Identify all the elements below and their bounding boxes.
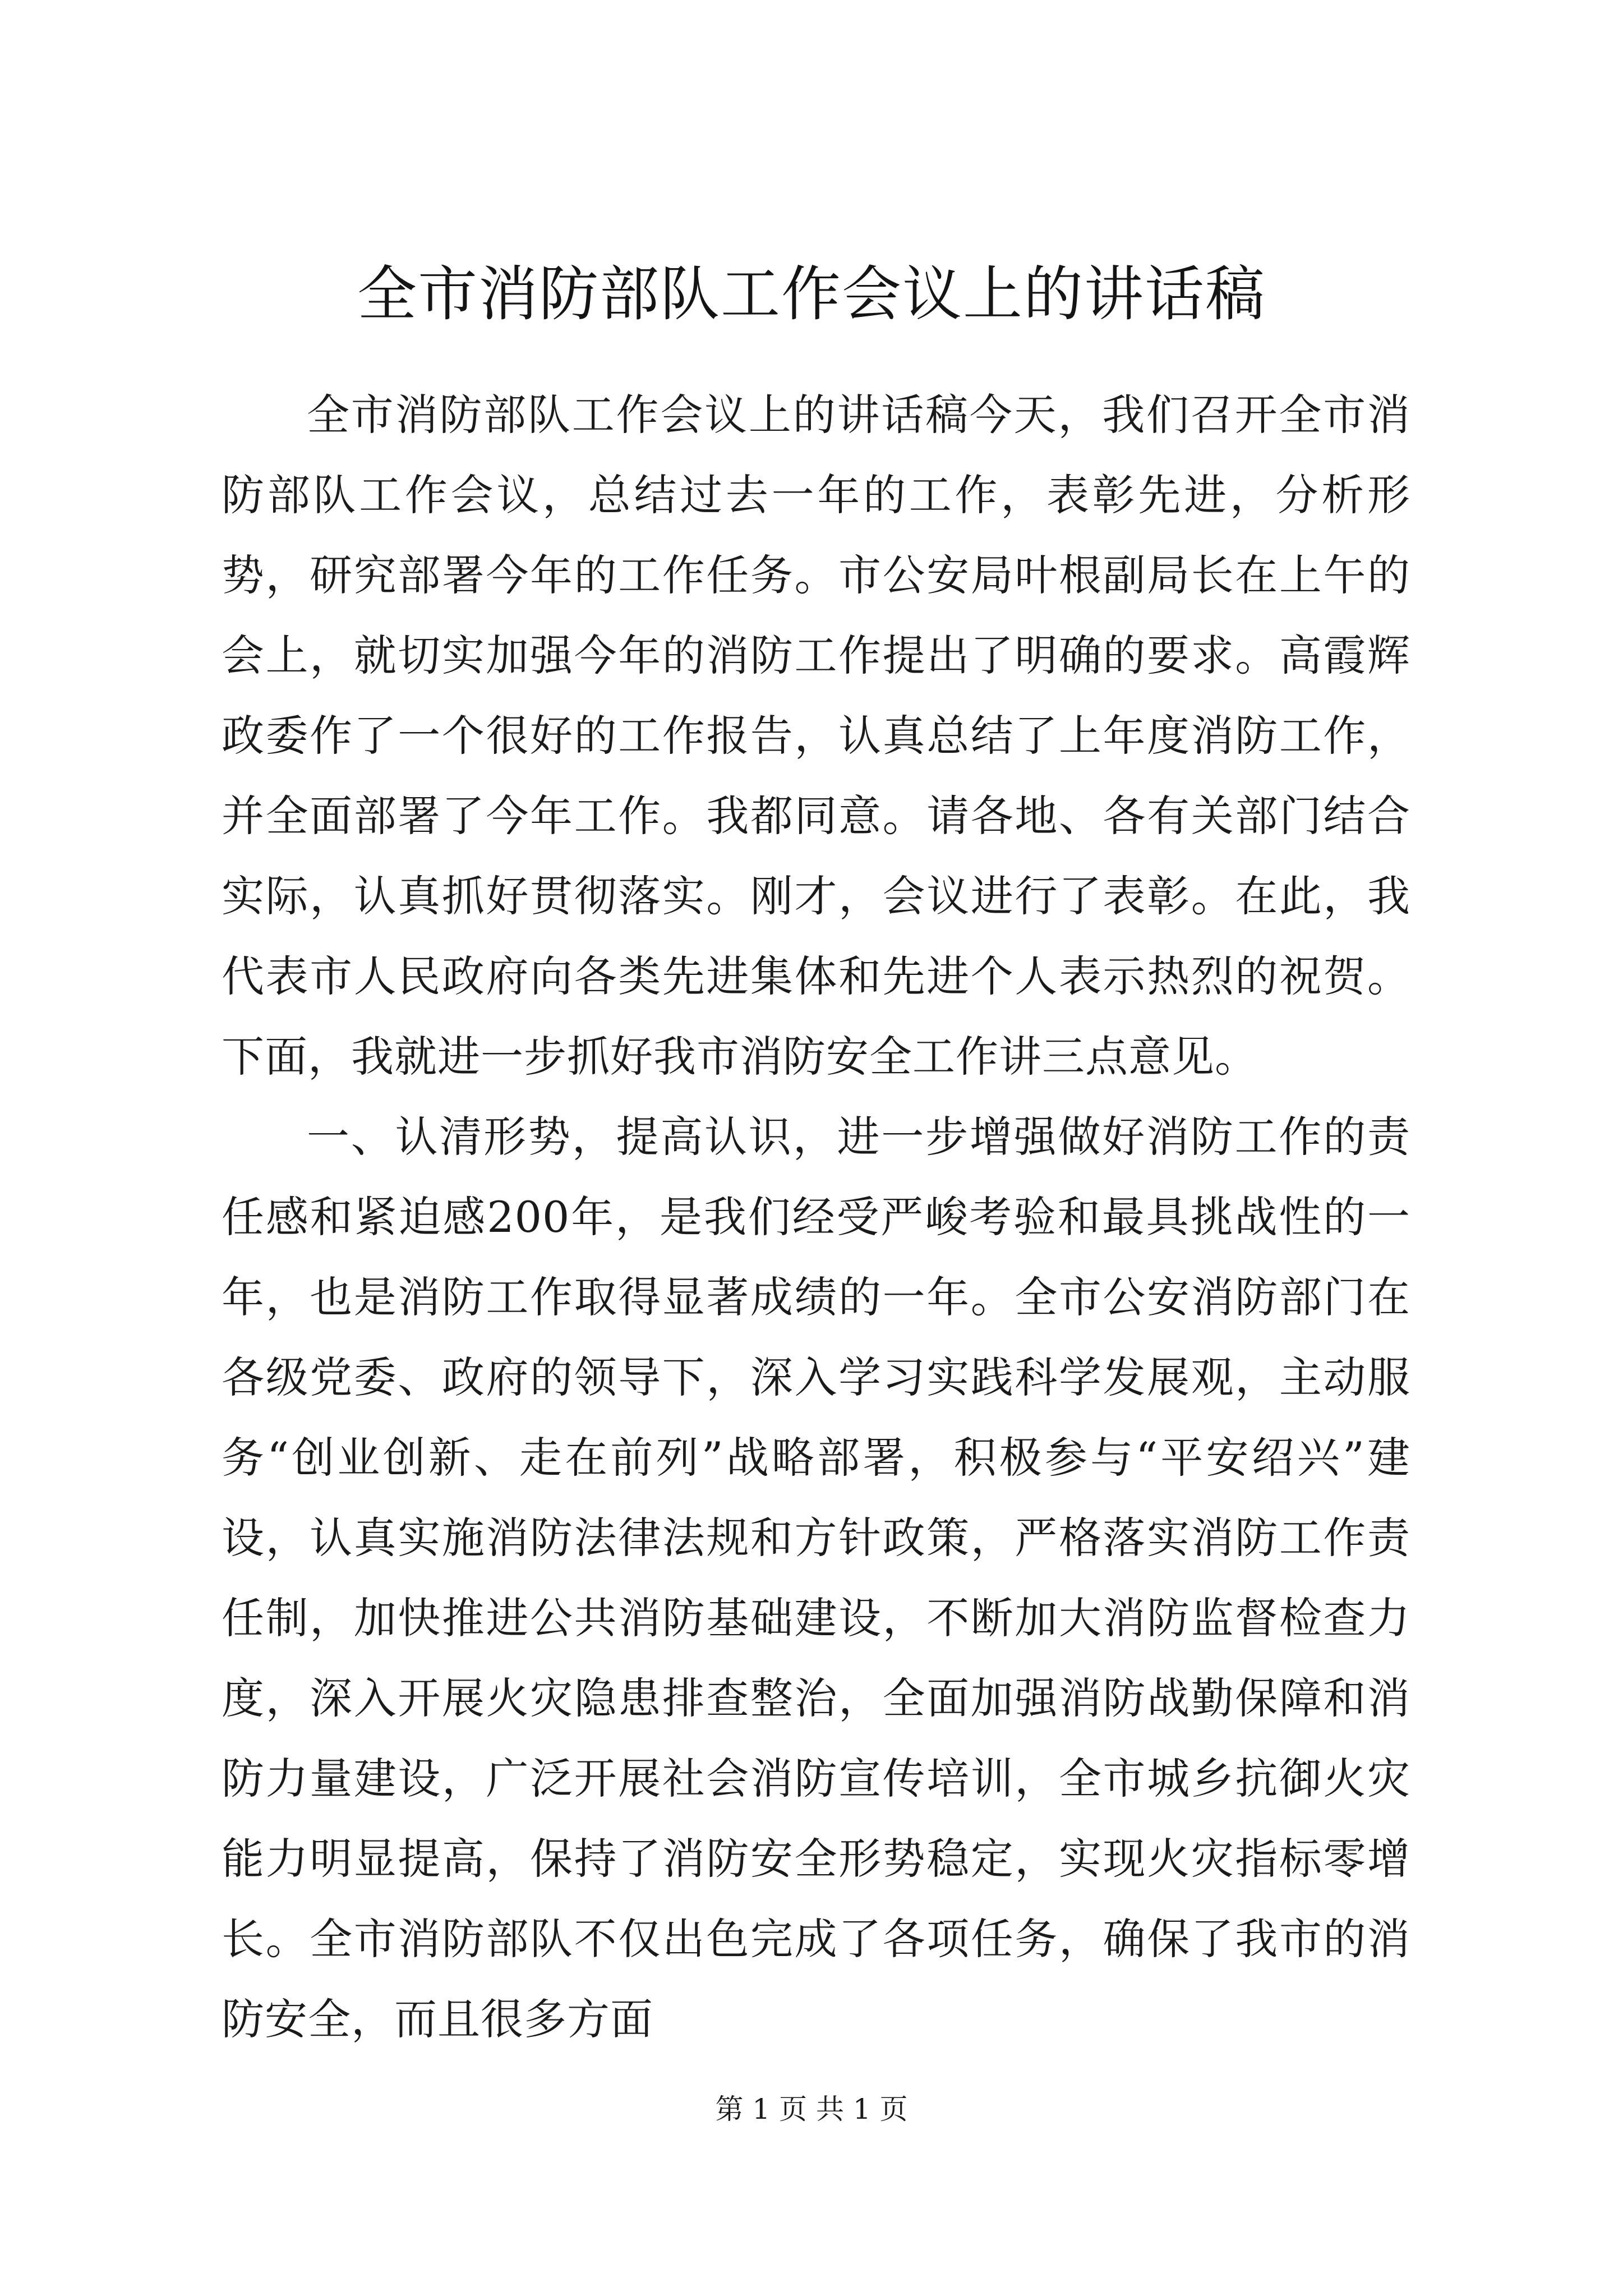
document-body	[222, 375, 1410, 2059]
paragraph-intro: 全市消防部队工作会议上的讲话稿今天，我们召开全市消防部队工作会议，总结过去一年的工作，表彰先进，分析形势，研究部署今年的工作任务。市公安局叶根副局长在上午的会上，就切实加强今年的消防工作提出了明确的要求。高霞辉政委作了一个很好的工作报告，认真总结了上年度消防工作，并全面部署了今年工作。我都同意。请各地、各有关部门结合实际，认真抓好贯彻落实。刚才，会议进行了表彰。在此，我代表市人民政府向各类先进集体和先进个人表示热烈的祝贺。下面，我就进一步抓好我市消防安全工作讲三点意见。	[222, 390, 1410, 1082]
paragraph-section-one: 一、认清形势，提高认识，进一步增强做好消防工作的责任感和紧迫感200年，是我们经受严峻考验和最具挑战性的一年，也是消防工作取得显著成绩的一年。全市公安消防部门在各级党委、政府的领导下，深入学习实践科学发展观，主动服务“创业创新、走在前列”战略部署，积极参与“平安绍兴”建设，认真实施消防法律法规和方针政策，严格落实消防工作责任制，加快推进公共消防基础建设，不断加大消防监督检查力度，深入开展火灾隐患排查整治，全面加强消防战勤保障和消防力量建设，广泛开展社会消防宣传培训，全市城乡抗御火灾能力明显提高，保持了消防安全形势稳定，实现火灾指标零增长。全市消防部队不仅出色完成了各项任务，确保了我市的消防安全，而且很多方面	[222, 1112, 1410, 2044]
document-title: 全市消防部队工作会议上的讲话稿	[357, 260, 1266, 329]
page-number-footer: 第 1 页 共 1 页	[715, 2093, 908, 2125]
